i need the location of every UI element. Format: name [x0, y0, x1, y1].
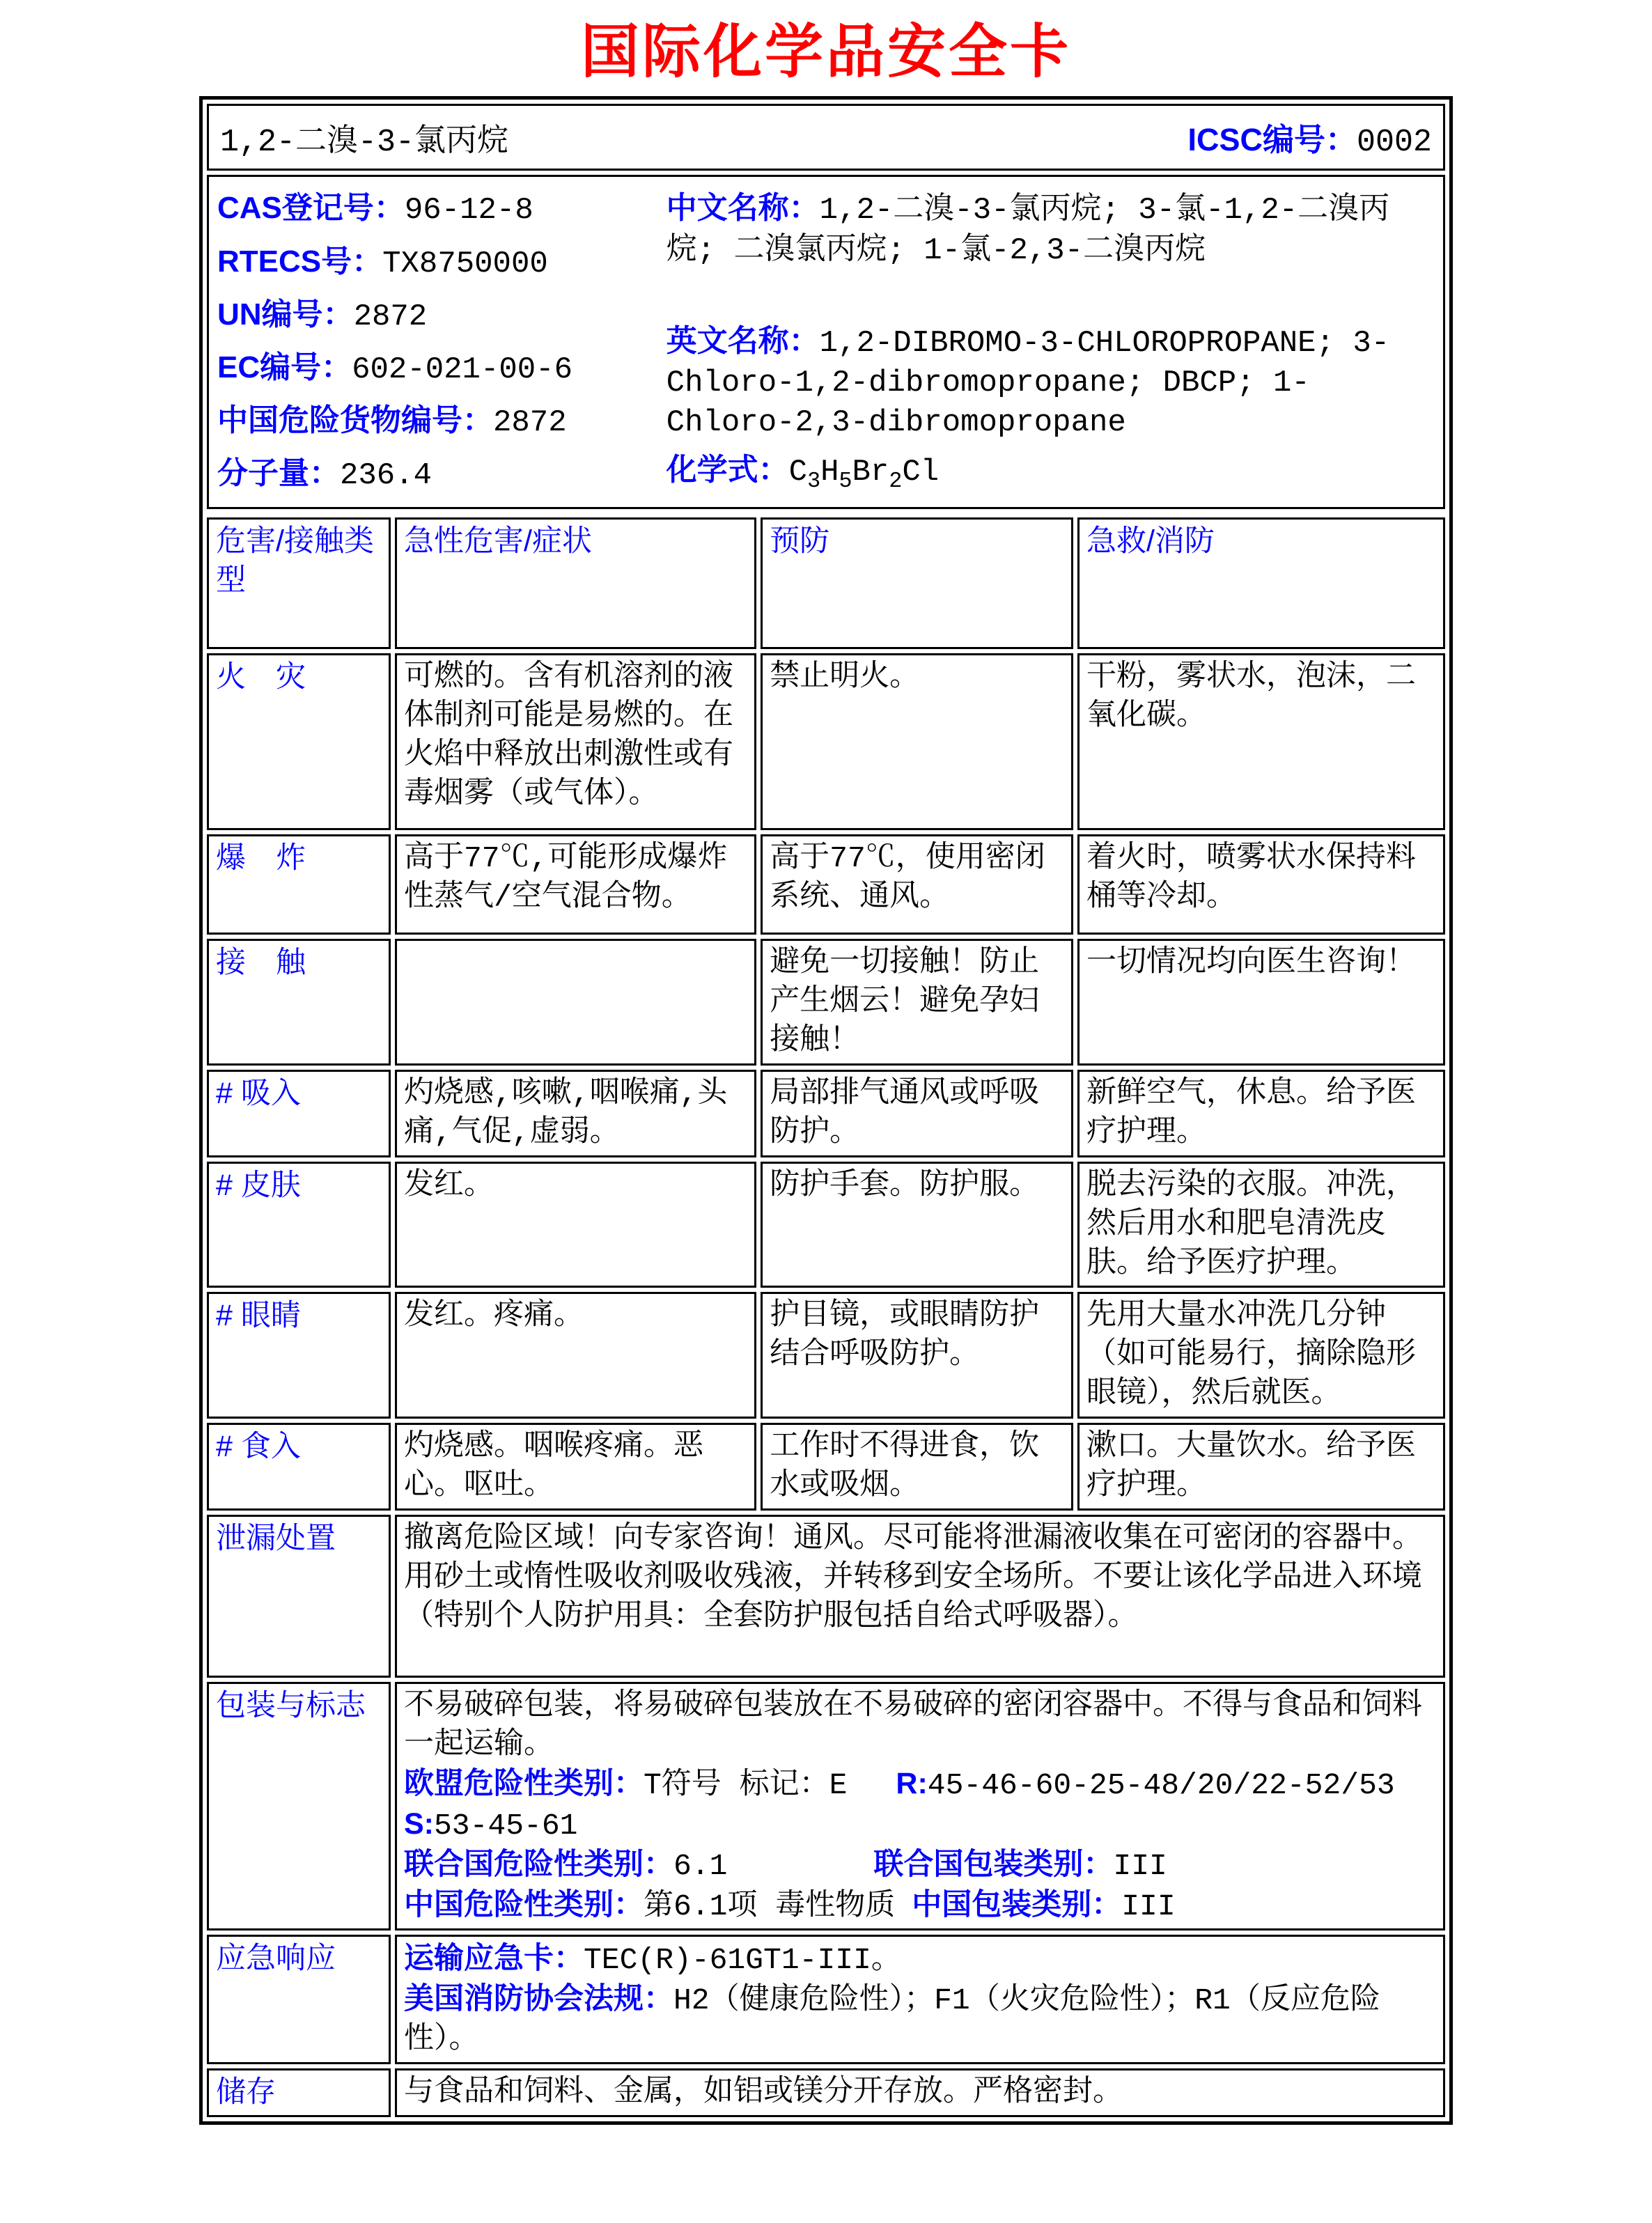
cas-number-value: 96-12-8 [404, 193, 533, 228]
contact-symptom [395, 939, 756, 1066]
un-number [217, 295, 667, 337]
chinese-name-value: 1,2-二溴-3-氯丙烷; 3-氯-1,2-二溴丙烷; 二溴氯丙烷; 1-氯-2,3-二溴丙烷 [666, 193, 1390, 268]
english-name-label: 英文名称： [666, 323, 820, 358]
table-row-spill [207, 1515, 1445, 1678]
un-pack-label: 联合国包装类别： [873, 1847, 1114, 1881]
r-phrases-value: 45-46-60-25-48/20/22-52/53 [927, 1768, 1395, 1802]
row-label-ingestion: # 食入 [207, 1423, 391, 1511]
skin-symptom: 发红。 [395, 1162, 756, 1288]
hazard-table [203, 513, 1449, 2121]
contact-prevention: 避免一切接触！防止产生烟云！避免孕妇接触！ [761, 939, 1073, 1066]
fire-symptom: 可燃的。含有机溶剂的液体制剂可能是易燃的。在火焰中释放出刺激性或有毒烟雾（或气体）。 [395, 653, 756, 830]
icsc-number [1187, 114, 1432, 160]
ingestion-aid: 漱口。大量饮水。给予医疗护理。 [1077, 1423, 1445, 1511]
column-header-hazard-type: 危害/接触类型 [207, 517, 391, 649]
packaging-cn-line [404, 1886, 1436, 1926]
china-dangerous-goods-number-value: 2872 [493, 405, 567, 440]
icsc-number-label: ICSC编号： [1187, 122, 1357, 158]
row-label-skin: # 皮肤 [207, 1162, 391, 1288]
storage-text: 与食品和饲料、金属，如铝或镁分开存放。严格密封。 [395, 2068, 1445, 2117]
skin-prevention: 防护手套。防护服。 [761, 1162, 1073, 1288]
s-phrases-label: S: [404, 1807, 434, 1841]
table-row-packaging [207, 1682, 1445, 1930]
s-phrases-value: 53-45-61 [434, 1808, 578, 1843]
row-label-inhalation: # 吸入 [207, 1070, 391, 1157]
identification-right-column [667, 187, 1440, 497]
chemical-name: 1,2-二溴-3-氯丙烷 [220, 125, 509, 161]
packaging-content [395, 1682, 1445, 1930]
fire-prevention: 禁止明火。 [761, 653, 1073, 830]
emergency-nfpa-line [404, 1980, 1436, 2059]
emergency-tec-line [404, 1940, 1436, 1980]
table-row-inhalation [207, 1070, 1445, 1157]
rtecs-number-value: TX8750000 [382, 246, 548, 281]
identification-section [207, 175, 1445, 509]
table-row-storage [207, 2068, 1445, 2117]
r-phrases-label: R: [896, 1766, 928, 1800]
molecular-weight-value: 236.4 [340, 458, 433, 494]
table-row-eyes [207, 1292, 1445, 1419]
page-title: 国际化学品安全卡 [580, 19, 1071, 84]
explosion-aid: 着火时，喷雾状水保持料桶等冷却。 [1077, 834, 1445, 935]
contact-aid: 一切情况均向医生咨询！ [1077, 939, 1445, 1066]
table-row-explosion [207, 834, 1445, 935]
english-name [667, 321, 1433, 444]
cn-pack-value: III [1121, 1889, 1176, 1924]
table-row-contact [207, 939, 1445, 1066]
cn-class-value: 第6.1项 毒性物质 [644, 1889, 896, 1924]
nfpa-label: 美国消防协会法规： [404, 1982, 673, 2016]
un-class-label: 联合国危险性类别： [404, 1847, 673, 1881]
row-label-spill: 泄漏处置 [207, 1515, 391, 1678]
table-row-fire [207, 653, 1445, 830]
ingestion-symptom: 灼烧感。咽喉疼痛。恶心。呕吐。 [395, 1423, 756, 1511]
identification-left-column [212, 187, 667, 497]
english-name-value: 1,2-DIBROMO-3-CHLOROPROPANE; 3-Chloro-1,2-dibromopropane; DBCP; 1-Chloro-2,3-dibromopropane [666, 325, 1390, 441]
china-dangerous-goods-number-label: 中国危险货物编号： [217, 403, 493, 437]
icsc-number-value: 0002 [1356, 125, 1432, 161]
cn-class-label: 中国危险性类别： [404, 1887, 644, 1921]
chinese-name-label: 中文名称： [666, 191, 820, 226]
eyes-prevention: 护目镜，或眼睛防护结合呼吸防护。 [761, 1292, 1073, 1419]
skin-aid: 脱去污染的衣服。冲洗，然后用水和肥皂清洗皮肤。给予医疗护理。 [1077, 1162, 1445, 1288]
card-header [207, 104, 1445, 171]
hazard-table-header-row [207, 517, 1445, 649]
ec-number [217, 348, 667, 390]
eu-class-value: T符号 标记：E [644, 1768, 848, 1802]
nfpa-value: H2（健康危险性）；F1（火灾危险性）；R1（反应危险性）。 [404, 1983, 1380, 2057]
row-label-packaging: 包装与标志 [207, 1682, 391, 1930]
ec-number-value: 602-021-00-6 [352, 352, 572, 387]
un-class-value: 6.1 [673, 1848, 728, 1883]
inhalation-prevention: 局部排气通风或呼吸防护。 [761, 1070, 1073, 1157]
un-number-label: UN编号： [217, 297, 354, 332]
chemical-formula-value: $C_3H_5Br_2Cl$ [788, 455, 940, 494]
row-label-emergency: 应急响应 [207, 1935, 391, 2064]
un-number-value: 2872 [353, 299, 428, 334]
chinese-name [667, 188, 1433, 270]
ec-number-label: EC编号： [217, 350, 352, 384]
table-row-skin [207, 1162, 1445, 1288]
cas-number-label: CAS登记号： [217, 191, 405, 226]
explosion-prevention: 高于77℃，使用密闭系统、通风。 [761, 834, 1073, 935]
table-row-emergency [207, 1935, 1445, 2064]
spill-text: 撤离危险区域！向专家咨询！通风。尽可能将泄漏液收集在可密闭的容器中。用砂土或惰性吸收剂吸收残液，并转移到安全场所。不要让该化学品进入环境（特别个人防护用具：全套防护服包括自给式呼吸器）。 [395, 1515, 1445, 1678]
ingestion-prevention: 工作时不得进食，饮水或吸烟。 [761, 1423, 1073, 1511]
inhalation-symptom: 灼烧感,咳嗽,咽喉痛,头痛,气促,虚弱。 [395, 1070, 756, 1157]
icsc-card [199, 96, 1453, 2125]
emergency-content [395, 1935, 1445, 2064]
rtecs-number [217, 242, 667, 284]
packaging-un-line [404, 1846, 1436, 1886]
packaging-eu-line [404, 1765, 1436, 1805]
row-label-storage: 储存 [207, 2068, 391, 2117]
china-dangerous-goods-number [217, 400, 667, 443]
row-label-contact: 接 触 [207, 939, 391, 1066]
eyes-symptom: 发红。疼痛。 [395, 1292, 756, 1419]
tec-card-label: 运输应急卡： [404, 1942, 584, 1976]
row-label-explosion: 爆 炸 [207, 834, 391, 935]
chemical-formula [667, 450, 1433, 496]
molecular-weight [217, 453, 667, 496]
eu-class-label: 欧盟危险性类别： [404, 1766, 644, 1800]
cn-pack-label: 中国包装类别： [912, 1887, 1122, 1921]
packaging-s-line [404, 1805, 1436, 1846]
column-header-symptoms: 急性危害/症状 [395, 517, 756, 649]
fire-aid: 干粉，雾状水，泡沫，二氧化碳。 [1077, 653, 1445, 830]
tec-card-value: TEC(R)-61GT1-III。 [584, 1943, 901, 1978]
chemical-formula-label: 化学式： [666, 453, 789, 488]
table-row-ingestion [207, 1423, 1445, 1511]
rtecs-number-label: RTECS号： [217, 244, 383, 279]
inhalation-aid: 新鲜空气，休息。给予医疗护理。 [1077, 1070, 1445, 1157]
column-header-prevention: 预防 [761, 517, 1073, 649]
column-header-first-aid: 急救/消防 [1077, 517, 1445, 649]
molecular-weight-label: 分子量： [217, 456, 340, 491]
row-label-eyes: # 眼睛 [207, 1292, 391, 1419]
eyes-aid: 先用大量水冲洗几分钟（如可能易行，摘除隐形眼镜），然后就医。 [1077, 1292, 1445, 1419]
packaging-intro: 不易破碎包装，将易破碎包装放在不易破碎的密闭容器中。不得与食品和饲料一起运输。 [404, 1689, 1422, 1762]
row-label-fire: 火 灾 [207, 653, 391, 830]
cas-number [217, 188, 667, 231]
un-pack-value: III [1113, 1848, 1167, 1883]
explosion-symptom: 高于77℃,可能形成爆炸性蒸气/空气混合物。 [395, 834, 756, 935]
